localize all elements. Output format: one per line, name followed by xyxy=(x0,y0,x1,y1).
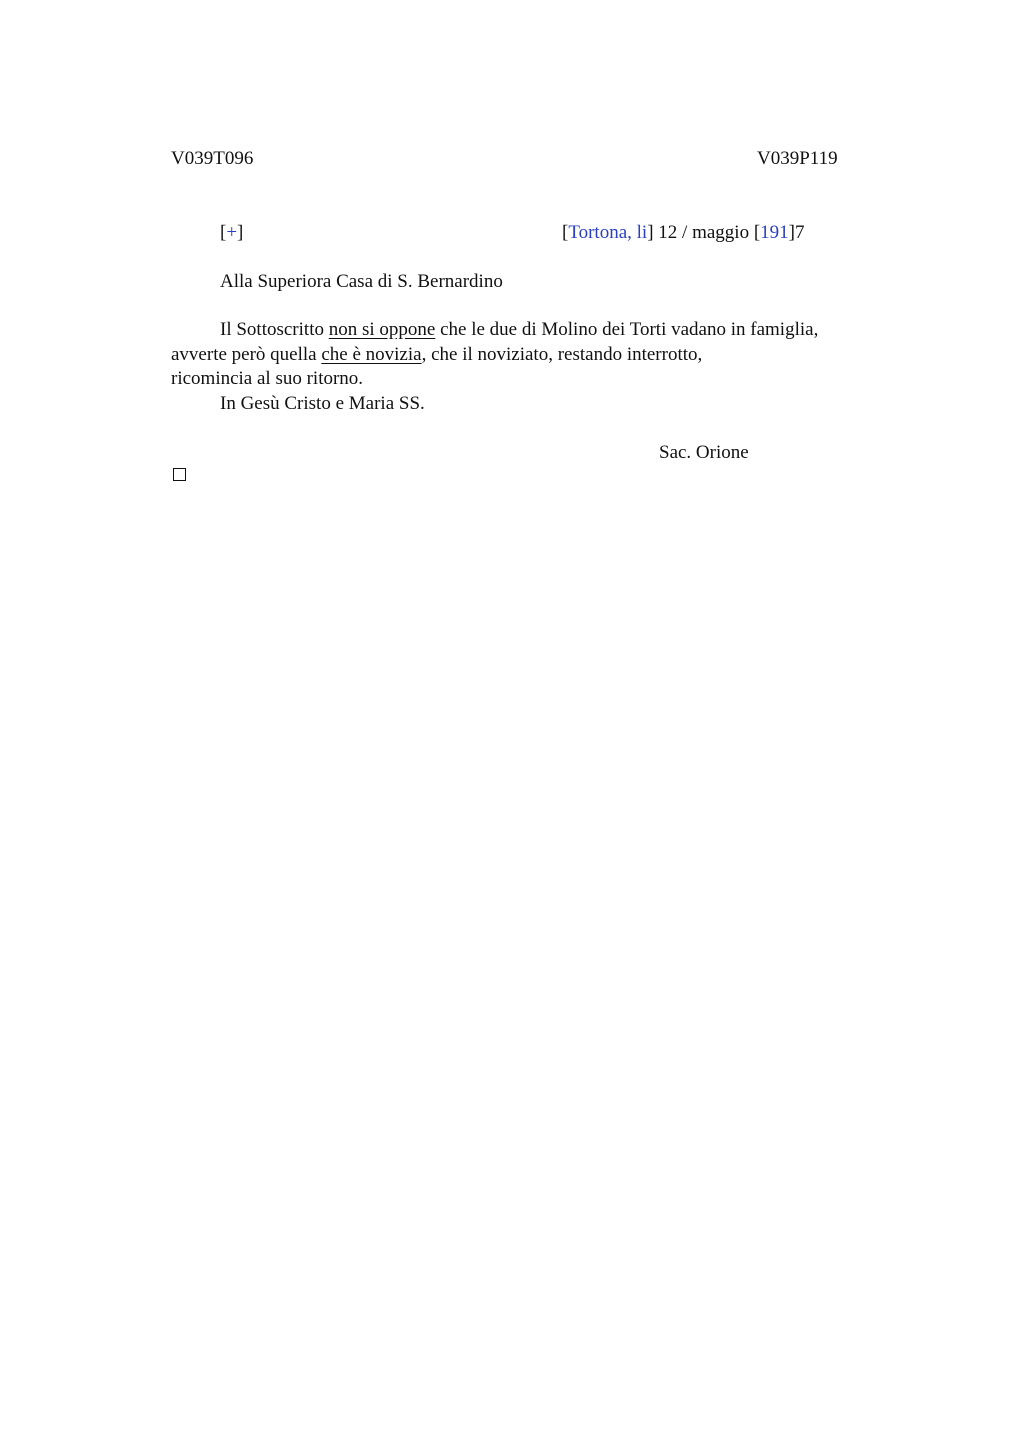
body-line-1 xyxy=(171,318,891,343)
body-text: che le due di Molino dei Torti vadano in famiglia, xyxy=(435,319,819,340)
cross-mark-line: [+] xyxy=(220,222,244,243)
signature: Sac. Orione xyxy=(659,442,749,463)
place-insert: Tortona, li xyxy=(568,222,648,243)
body-line-2 xyxy=(171,343,891,368)
date-line: [Tortona, li] 12 / maggio [191]7 xyxy=(562,222,805,243)
date-text: 12 / maggio xyxy=(658,222,750,243)
addressee: Alla Superiora Casa di S. Bernardino xyxy=(220,271,503,292)
underlined-phrase: non si oppone xyxy=(328,319,436,340)
year-insert: 191 xyxy=(760,222,789,243)
underlined-phrase: che è novizia xyxy=(321,343,422,365)
body-text: Il Sottoscritto xyxy=(220,319,329,340)
year-suffix: 7 xyxy=(794,222,805,243)
body-text: , che il noviziato, restando interrotto, xyxy=(421,343,703,365)
cross-mark: + xyxy=(226,222,238,243)
document-code-right: V039P119 xyxy=(757,148,838,169)
body-text: avverte però quella xyxy=(171,343,322,365)
end-of-document-box xyxy=(173,468,186,481)
body-line-3: ricomincia al suo ritorno. xyxy=(171,368,364,389)
closing-line: In Gesù Cristo e Maria SS. xyxy=(220,392,425,414)
letter-body xyxy=(171,318,891,416)
document-code-left: V039T096 xyxy=(171,148,254,169)
